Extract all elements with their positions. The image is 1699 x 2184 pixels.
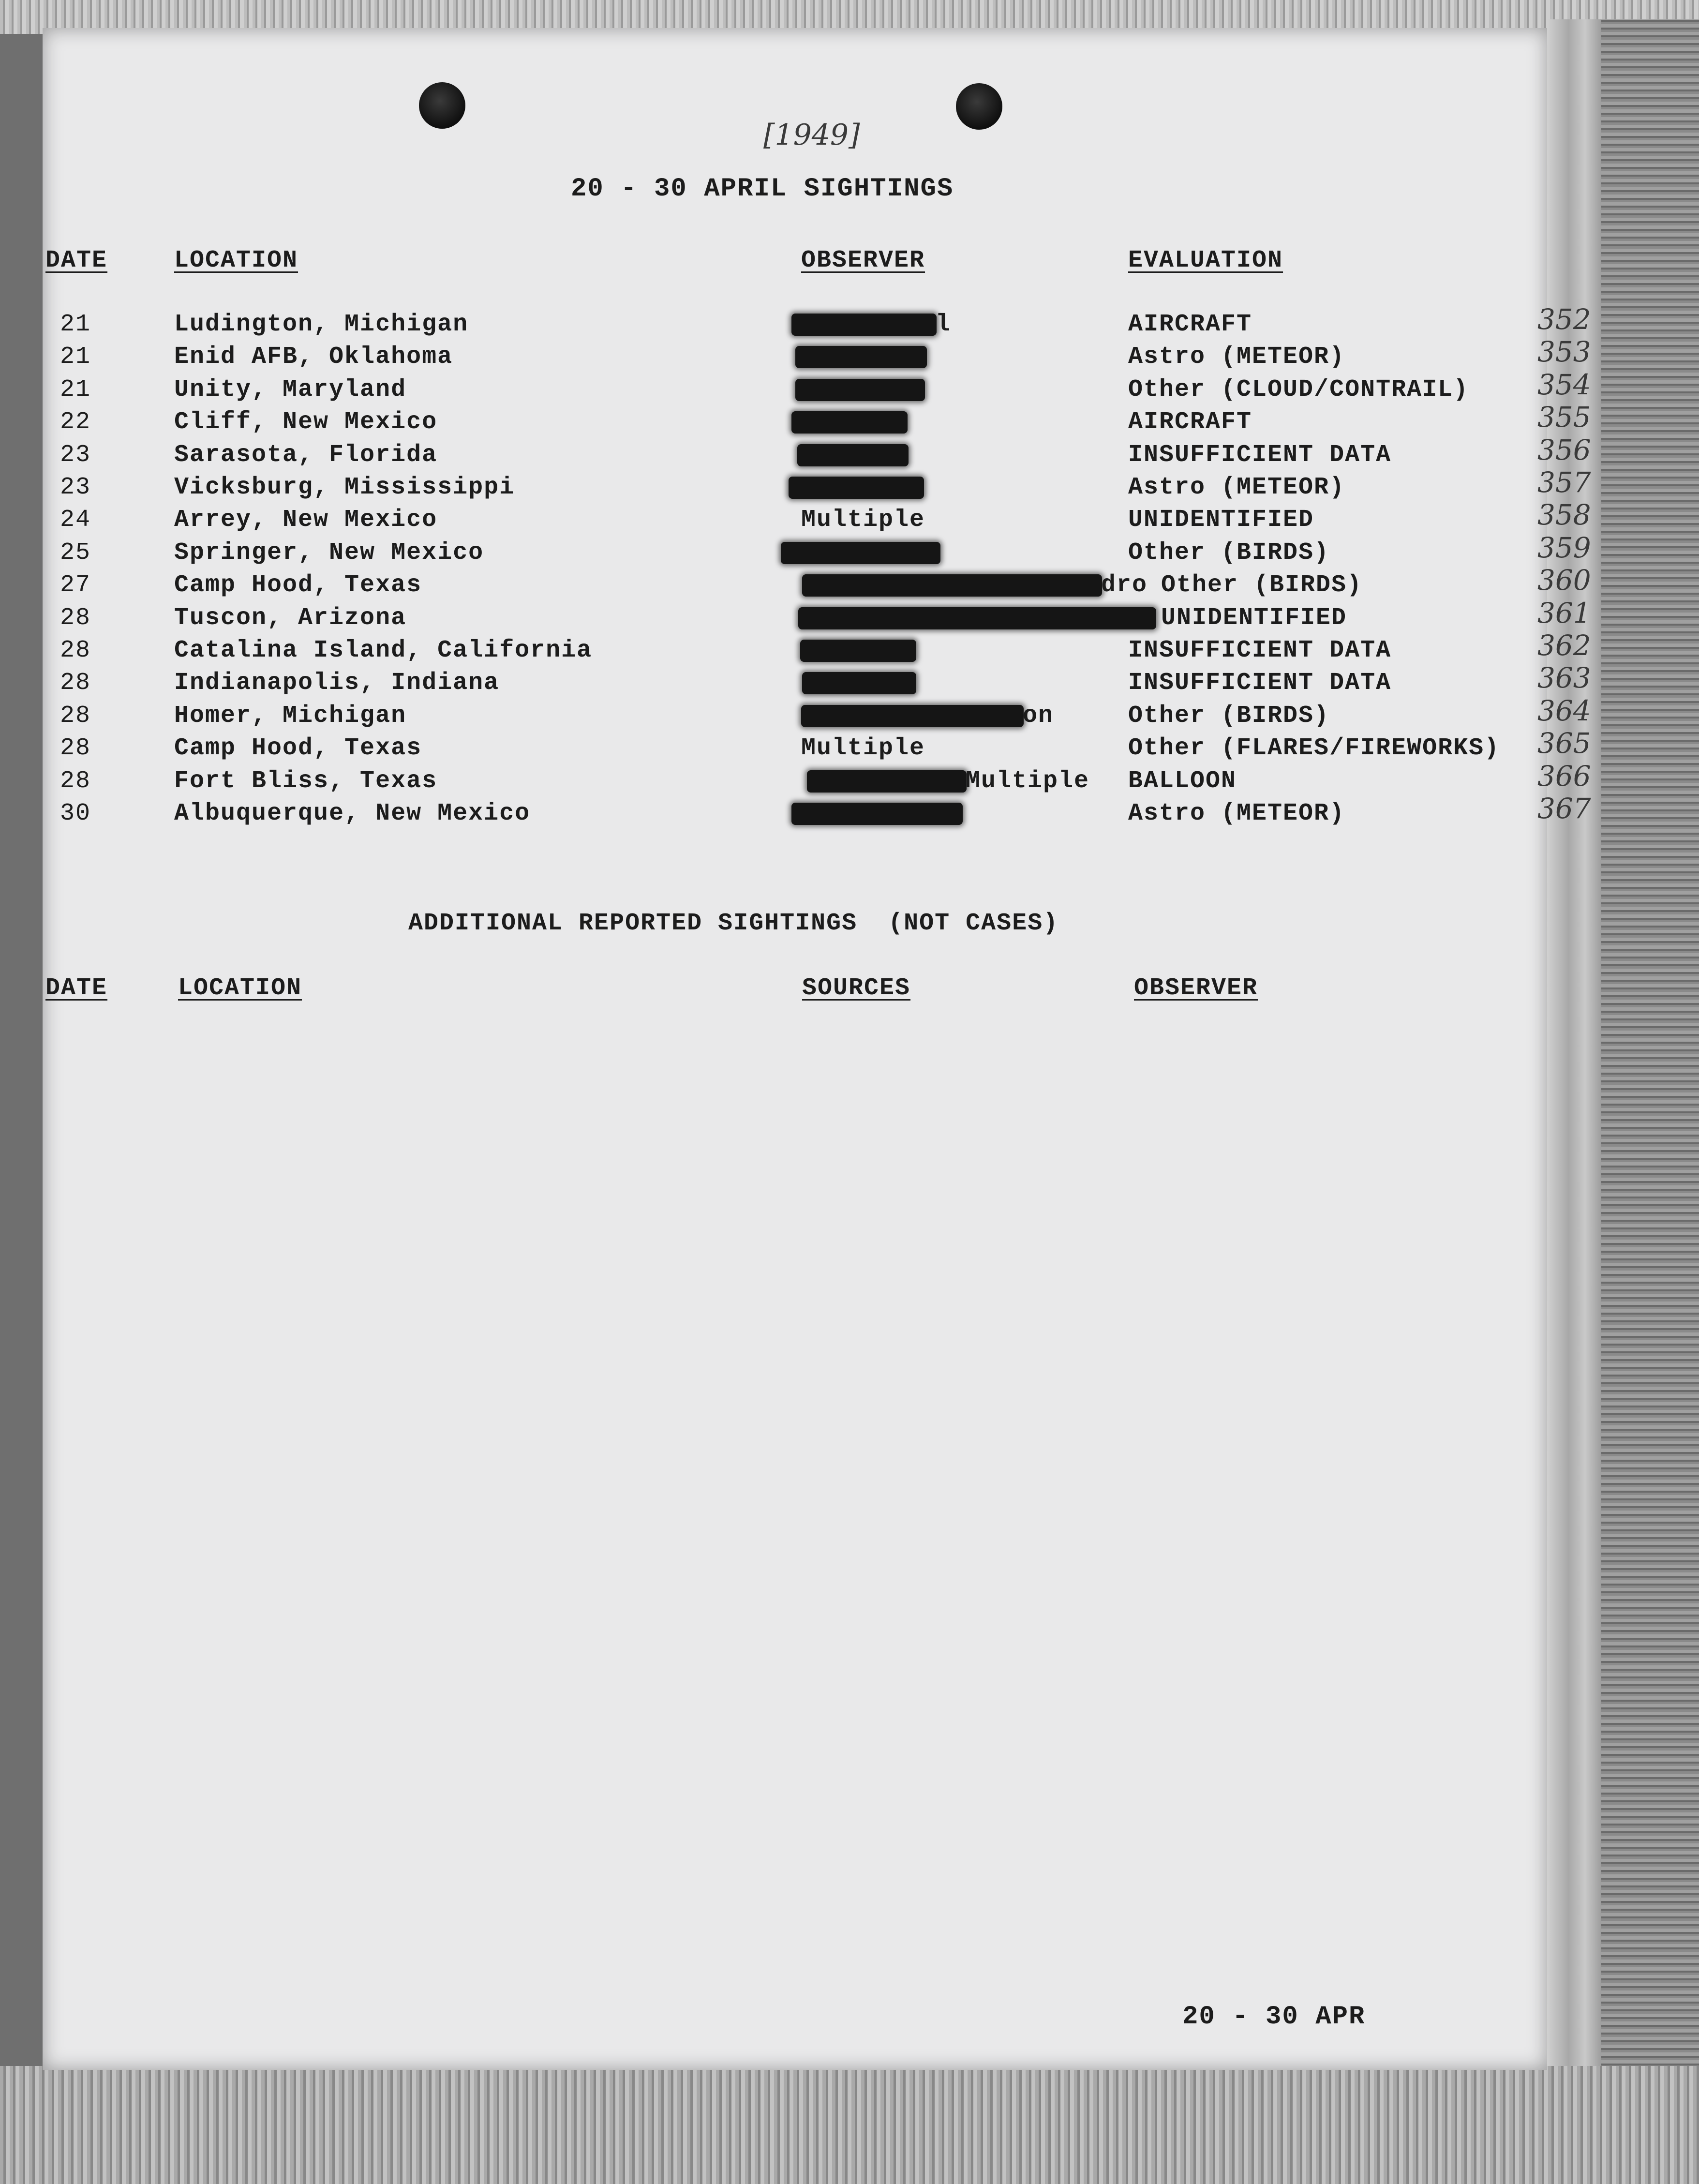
row-evaluation: BALLOON [1128, 767, 1237, 795]
row-case-number: 352 [1537, 303, 1591, 336]
row-case-number: 355 [1537, 401, 1591, 434]
row-location: Unity, Maryland [174, 375, 407, 404]
redaction-bar [800, 640, 916, 662]
redaction-bar [807, 770, 967, 793]
redaction-bar [797, 444, 909, 466]
punch-hole-right [956, 83, 1002, 130]
year-annotation: [1949] [763, 118, 860, 152]
row-case-number: 359 [1537, 531, 1591, 564]
row-evaluation: Astro (METEOR) [1128, 800, 1345, 827]
scan-bottom-edge [0, 2066, 1699, 2184]
row-case-number: 358 [1537, 498, 1591, 532]
redaction-bar [802, 574, 1102, 597]
document-page [43, 28, 1591, 2070]
redaction-bar [795, 379, 925, 401]
row-location: Indianapolis, Indiana [174, 669, 500, 697]
redaction-bar [791, 803, 963, 825]
row-evaluation: Other (CLOUD/CONTRAIL) [1128, 375, 1469, 404]
row-case-number: 362 [1537, 629, 1591, 662]
additional-date-header: DATE [45, 974, 108, 1002]
row-date: 21 [60, 375, 91, 404]
row-observer: Multiple [801, 734, 925, 763]
redaction-bar [791, 411, 908, 434]
row-case-number: 365 [1537, 727, 1591, 760]
row-location: Ludington, Michigan [174, 311, 469, 338]
row-evaluation: Other (BIRDS) [1161, 571, 1363, 599]
row-evaluation: INSUFFICIENT DATA [1128, 441, 1392, 469]
row-date: 23 [60, 441, 91, 469]
redaction-bar [795, 346, 927, 368]
row-date: 25 [60, 539, 91, 567]
row-location: Albuquerque, New Mexico [174, 800, 531, 827]
row-date: 23 [60, 474, 91, 501]
row-location: Homer, Michigan [174, 702, 407, 730]
row-observer: Multiple [801, 506, 925, 534]
row-case-number: 357 [1537, 466, 1591, 499]
row-location: Springer, New Mexico [174, 539, 484, 567]
location-header: LOCATION [174, 247, 298, 274]
row-date: 28 [60, 604, 91, 632]
row-observer: l [936, 311, 952, 338]
row-location: Enid AFB, Oklahoma [174, 343, 453, 371]
evaluation-header: EVALUATION [1128, 247, 1283, 274]
row-date: 21 [60, 343, 91, 371]
date-header: DATE [45, 247, 108, 274]
additional-sightings-title: ADDITIONAL REPORTED SIGHTINGS (NOT CASES) [408, 910, 1059, 937]
row-date: 22 [60, 408, 91, 436]
row-location: Camp Hood, Texas [174, 734, 422, 763]
row-case-number: 364 [1537, 694, 1591, 727]
row-evaluation: UNIDENTIFIED [1128, 506, 1314, 534]
redaction-bar [781, 542, 940, 564]
row-date: 24 [60, 506, 91, 534]
additional-sources-header: SOURCES [802, 974, 911, 1002]
row-observer: on [1023, 702, 1054, 730]
row-evaluation: INSUFFICIENT DATA [1128, 637, 1392, 664]
row-date: 28 [60, 637, 91, 664]
row-case-number: 353 [1537, 335, 1591, 369]
row-date: 27 [60, 571, 91, 599]
row-evaluation: AIRCRAFT [1128, 408, 1252, 436]
row-location: Camp Hood, Texas [174, 571, 422, 599]
redaction-bar [801, 705, 1024, 727]
row-date: 28 [60, 767, 91, 795]
redaction-bar [791, 314, 937, 336]
row-date: 28 [60, 702, 91, 730]
row-case-number: 366 [1537, 759, 1591, 793]
page-title: 20 - 30 APRIL SIGHTINGS [571, 174, 954, 204]
row-date: 30 [60, 800, 91, 827]
row-evaluation: INSUFFICIENT DATA [1128, 669, 1392, 697]
row-evaluation: AIRCRAFT [1128, 311, 1252, 338]
scan-right-edge [1601, 19, 1699, 2184]
page-footer: 20 - 30 APR [1182, 2002, 1366, 2032]
row-case-number: 354 [1537, 368, 1591, 401]
row-evaluation: Other (BIRDS) [1128, 702, 1330, 730]
row-location: Fort Bliss, Texas [174, 767, 438, 795]
row-case-number: 356 [1537, 433, 1591, 466]
row-case-number: 367 [1537, 792, 1591, 825]
row-evaluation: Astro (METEOR) [1128, 474, 1345, 501]
row-date: 21 [60, 311, 91, 338]
additional-location-header: LOCATION [178, 974, 302, 1002]
row-date: 28 [60, 669, 91, 697]
punch-hole-left [419, 82, 465, 129]
row-case-number: 360 [1537, 564, 1591, 597]
redaction-bar [802, 672, 916, 694]
additional-observer-header: OBSERVER [1134, 974, 1258, 1002]
row-location: Sarasota, Florida [174, 441, 438, 469]
row-location: Cliff, New Mexico [174, 408, 438, 436]
row-case-number: 363 [1537, 661, 1591, 695]
row-location: Catalina Island, California [174, 637, 593, 664]
row-location: Tuscon, Arizona [174, 604, 407, 632]
row-observer: Multiple [966, 767, 1090, 795]
row-evaluation: Astro (METEOR) [1128, 343, 1345, 371]
redaction-bar [789, 477, 924, 499]
row-location: Vicksburg, Mississippi [174, 474, 515, 501]
row-evaluation: UNIDENTIFIED [1161, 604, 1347, 632]
row-observer: dro [1101, 571, 1148, 599]
redaction-bar [798, 607, 1156, 629]
row-date: 28 [60, 734, 91, 763]
row-case-number: 361 [1537, 596, 1591, 629]
observer-header: OBSERVER [801, 247, 925, 274]
row-evaluation: Other (BIRDS) [1128, 539, 1330, 567]
row-evaluation: Other (FLARES/FIREWORKS) [1128, 734, 1500, 763]
row-location: Arrey, New Mexico [174, 506, 438, 534]
